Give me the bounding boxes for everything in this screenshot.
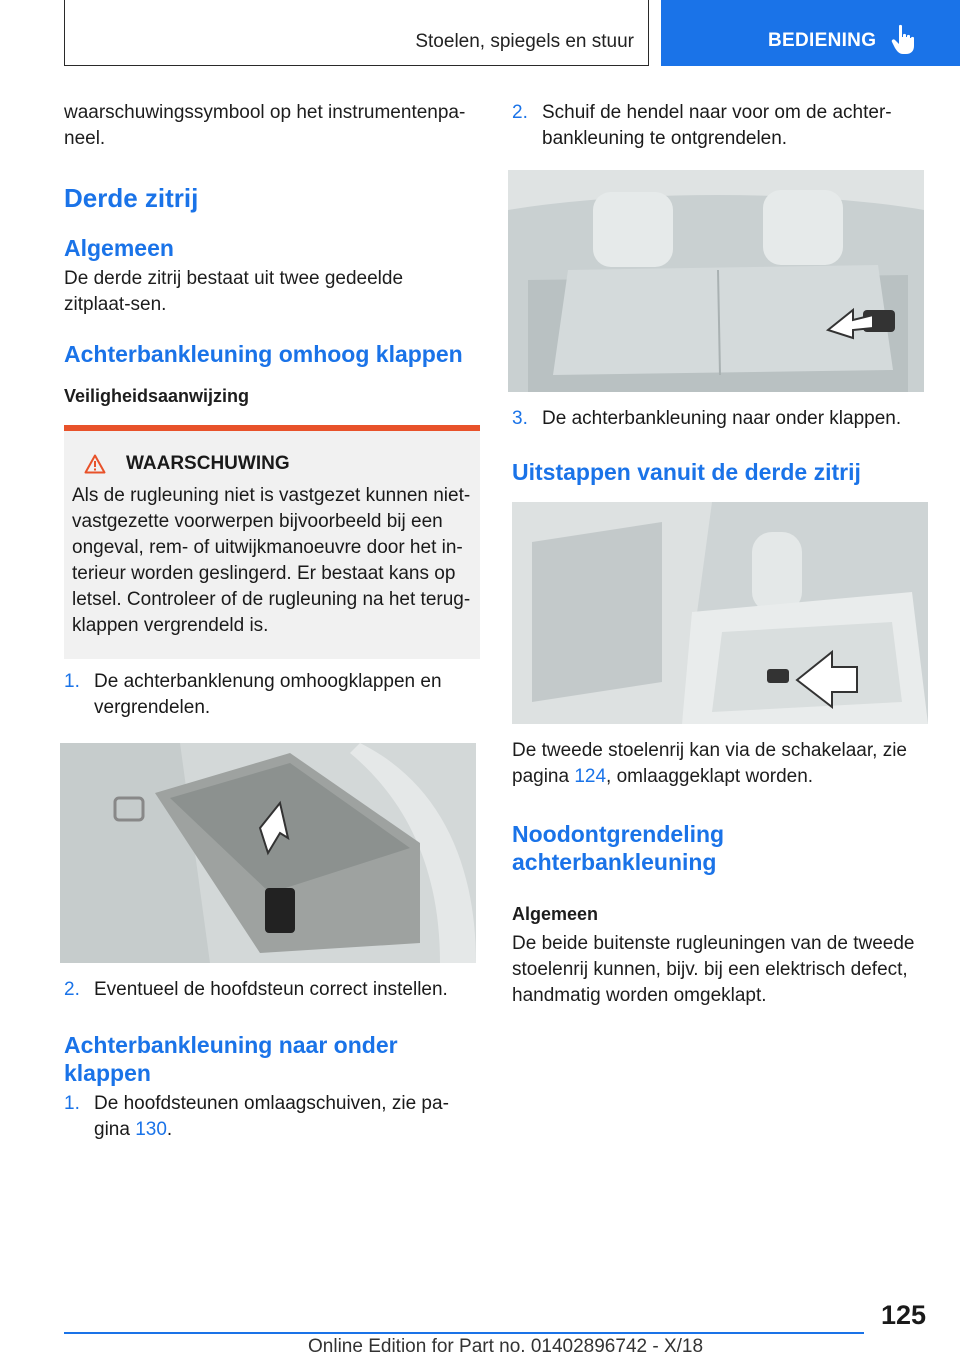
step-fold-down-2 (512, 100, 928, 152)
heading-fold-up: Achterbankleuning omhoog klappen (64, 341, 463, 367)
heading-third-row: Derde zitrij (64, 183, 199, 213)
header-chapter-box (64, 0, 649, 66)
step-number: 2. (512, 102, 528, 123)
warning-title: WAARSCHUWING (126, 453, 290, 474)
exit-text (512, 738, 922, 790)
chapter-title: Stoelen, spiegels en stuur (415, 31, 634, 52)
rear-seats-illustration (508, 170, 924, 392)
step-number: 3. (512, 408, 528, 429)
warning-triangle-icon (84, 454, 106, 474)
second-row-seat-illustration (512, 502, 928, 724)
step-text: De achterbanklenung omhoogklappen en vergrendelen. (94, 671, 442, 718)
step-number: 1. (64, 1093, 80, 1114)
emergency-text: De beide buitenste rugleuningen van de tweede stoelenrij kunnen, bijv. bij een elektrisch defect, handmatig worden omgeklapt. (512, 933, 915, 1006)
warning-box (64, 425, 480, 659)
step-fold-down-3 (512, 406, 928, 432)
section-title: BEDIENING (768, 30, 877, 51)
page-number: 125 (880, 1300, 926, 1330)
warning-header (84, 453, 472, 475)
step-fold-down-1 (64, 1091, 480, 1143)
page-link-124[interactable]: 124 (574, 766, 607, 787)
page-link-130[interactable]: 130 (135, 1119, 167, 1140)
general-text: De derde zitrij bestaat uit twee gedeelde zitplaat-sen. (64, 268, 404, 315)
step-text-wrap (94, 1091, 464, 1143)
step-text: De achterbankleuning naar onder klappen. (542, 408, 902, 429)
sub-general: Algemeen (512, 904, 599, 924)
left-column (64, 100, 480, 1143)
safety-heading: Veiligheidsaanwijzing (64, 386, 250, 406)
intro-text: waarschuwingssymbool op het instrumentenpa-neel. (64, 102, 466, 149)
exit-text-a: De tweede stoelenrij kan via de schakelaar, zie pagina (512, 740, 908, 787)
header-section-tab[interactable] (661, 0, 960, 66)
image-backrest-release (508, 170, 924, 392)
footer-divider (64, 1332, 864, 1334)
image-exit-third-row (512, 502, 928, 724)
warning-text: Als de rugleuning niet is vastgezet kunnen niet-vastgezette voorwerpen bijvoorbeeld bij een ongeval, rem- of uitwijkmanoeuvre door het in-terieur worden geslingerd. Er bestaat kans op letsel. Controleer of de rugleuning na het terug-klappen vergrendeld is. (72, 485, 471, 636)
footer-edition: Online Edition for Part no. 01402896742 - X/18 (308, 1336, 704, 1357)
backrest-illustration (60, 743, 476, 963)
exit-text-b: , omlaaggeklapt worden. (606, 766, 814, 787)
image-backrest-fold-up (60, 743, 476, 963)
heading-exit-third-row: Uitstappen vanuit de derde zitrij (512, 459, 861, 485)
heading-general: Algemeen (64, 235, 174, 261)
step-fold-up-2 (64, 977, 480, 1003)
right-column (512, 100, 928, 1009)
step-text-end: . (166, 1119, 173, 1140)
step-fold-up-1 (64, 669, 480, 721)
hand-pointer-icon (891, 24, 917, 56)
step-text: Eventueel de hoofdsteun correct instellen. (94, 979, 448, 1000)
step-number: 1. (64, 671, 80, 692)
step-text: Schuif de hendel naar voor om de achter-bankleuning te ontgrendelen. (542, 102, 892, 149)
step-text: De hoofdsteunen omlaagschuiven, zie pa-gina (94, 1093, 449, 1140)
heading-fold-down: Achterbankleuning naar onder klappen (64, 1032, 398, 1086)
step-number: 2. (64, 979, 80, 1000)
heading-emergency-release: Noodontgrendeling achterbankleuning (512, 821, 725, 875)
